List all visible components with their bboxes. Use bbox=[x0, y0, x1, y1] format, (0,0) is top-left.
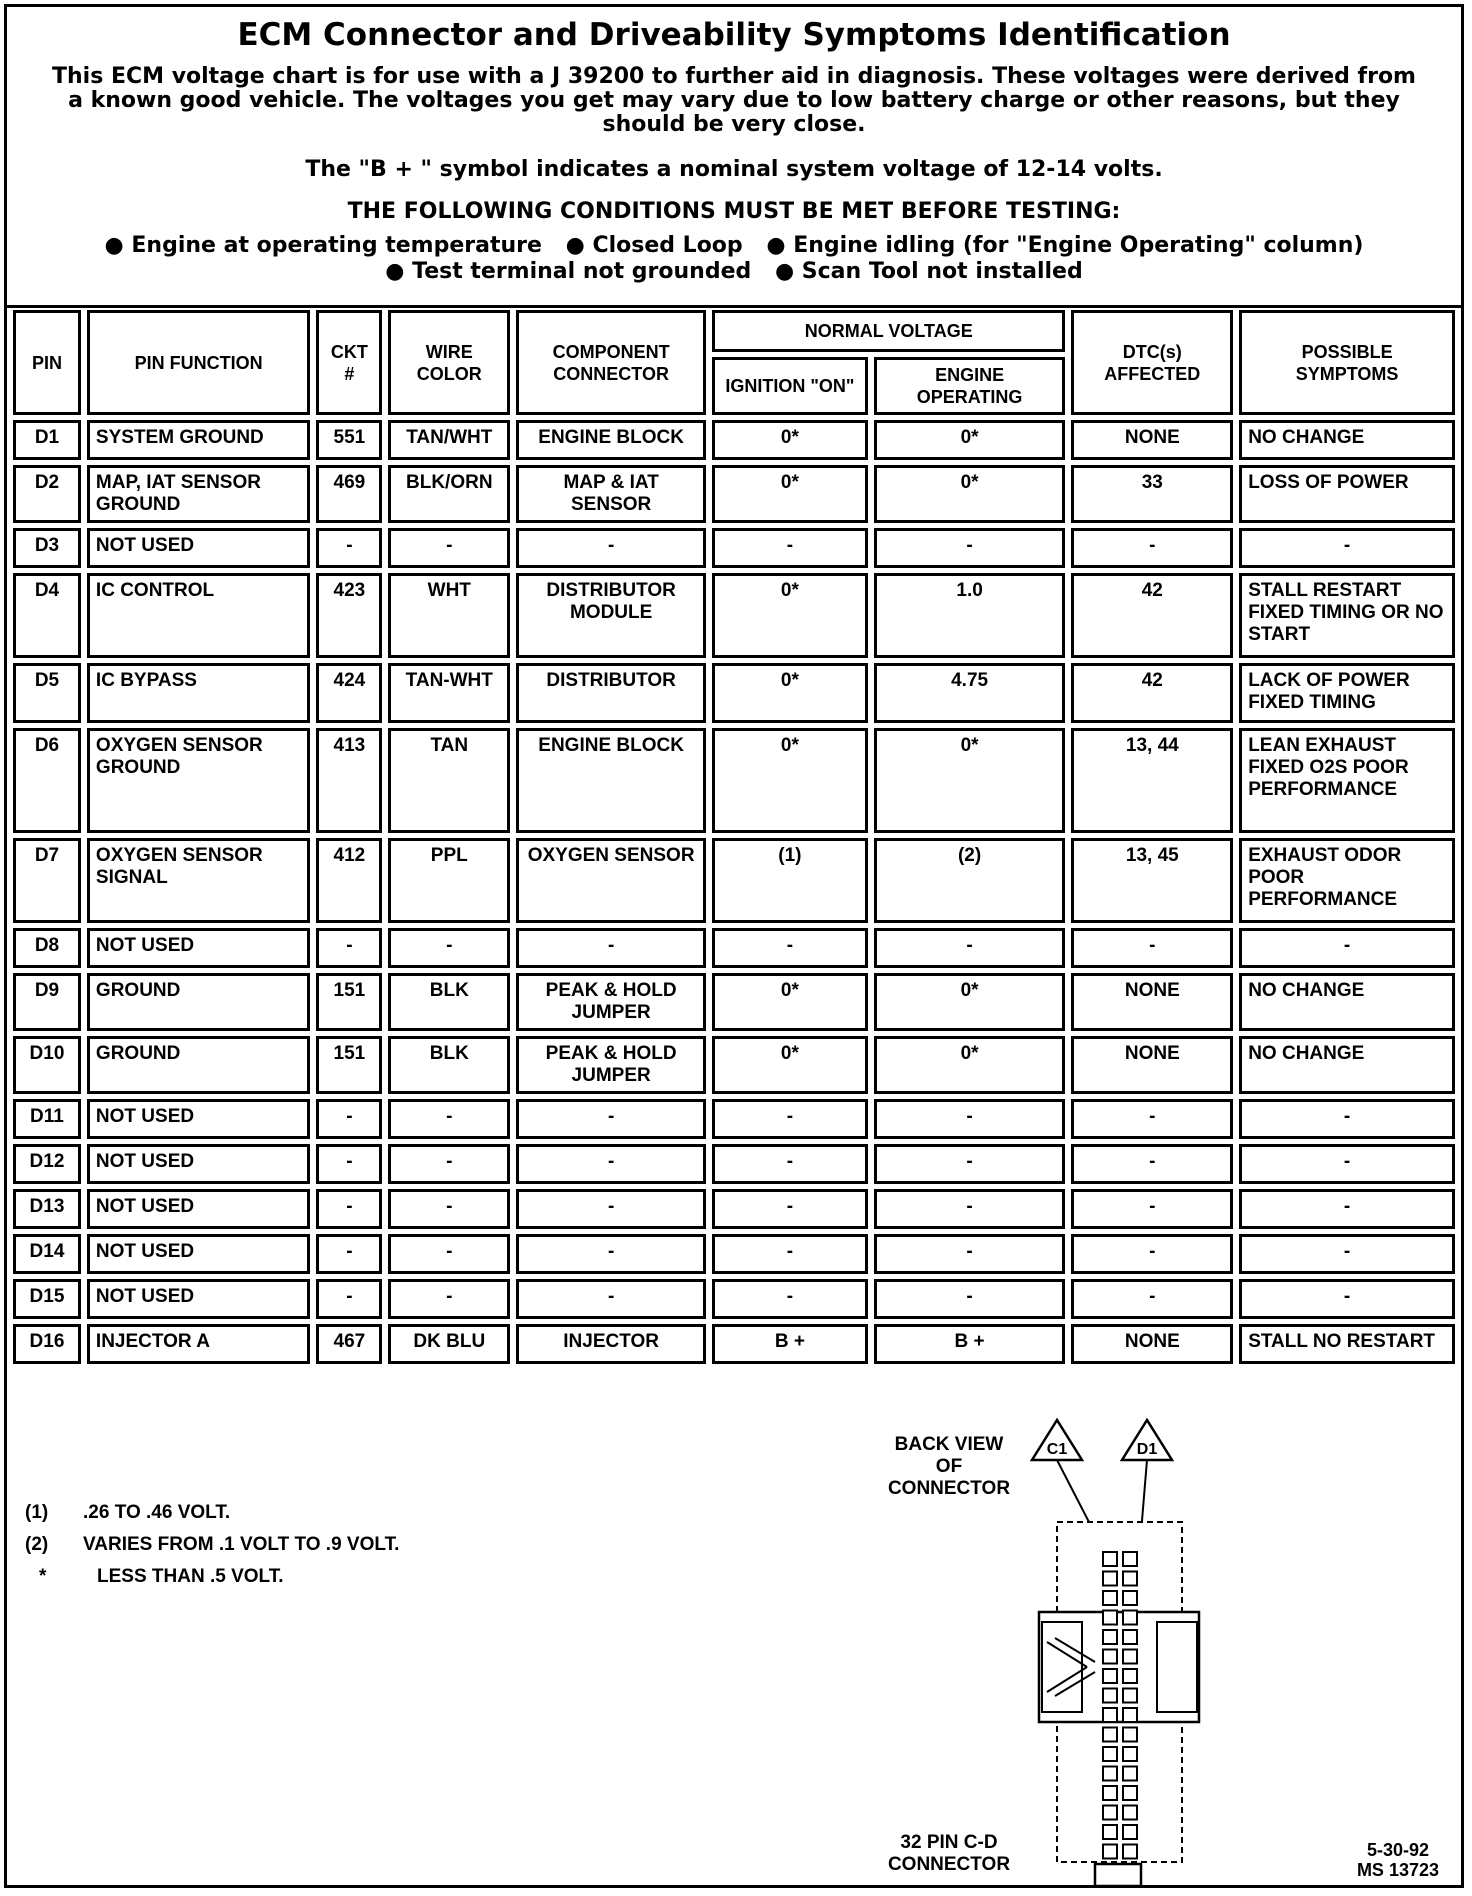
row-engine-operating: 0* bbox=[874, 1036, 1066, 1094]
row-component: - bbox=[516, 1144, 706, 1184]
row-pin: D7 bbox=[13, 838, 81, 923]
row-dtc: NONE bbox=[1071, 420, 1233, 460]
row-function: NOT USED bbox=[87, 1099, 310, 1139]
row-dtc: 13, 45 bbox=[1071, 838, 1233, 923]
row-wire-color: TAN/WHT bbox=[388, 420, 510, 460]
footnote-text: .26 TO .46 VOLT. bbox=[83, 1502, 231, 1523]
connector-pin bbox=[1123, 1728, 1137, 1742]
row-pin: D2 bbox=[13, 465, 81, 523]
table-row bbox=[13, 973, 1455, 1031]
table-row bbox=[13, 1189, 1455, 1229]
connector-latch-right bbox=[1157, 1622, 1197, 1712]
row-wire-color: - bbox=[388, 1234, 510, 1274]
row-function: GROUND bbox=[87, 973, 310, 1031]
connector-pin bbox=[1123, 1611, 1137, 1625]
row-ignition-on: 0* bbox=[712, 420, 868, 460]
row-wire-color: - bbox=[388, 1279, 510, 1319]
connector-pin bbox=[1103, 1669, 1117, 1683]
row-symptoms: - bbox=[1239, 1189, 1455, 1229]
row-ckt: 551 bbox=[316, 420, 382, 460]
conditions-heading: THE FOLLOWING CONDITIONS MUST BE MET BEFORE TESTING: bbox=[347, 199, 1121, 224]
footnote bbox=[25, 1534, 399, 1556]
connector-pin bbox=[1123, 1572, 1137, 1586]
table-row bbox=[13, 420, 1455, 460]
row-ignition-on: 0* bbox=[712, 973, 868, 1031]
condition-item: ● Engine idling (for "Engine Operating" column) bbox=[766, 233, 1364, 258]
row-dtc: NONE bbox=[1071, 1036, 1233, 1094]
row-ckt: 424 bbox=[316, 663, 382, 723]
row-component: DISTRIBUTOR MODULE bbox=[516, 573, 706, 658]
table-row bbox=[13, 465, 1455, 523]
connector-label: 32 PIN C-D CONNECTOR bbox=[887, 1832, 1011, 1875]
connector-pin bbox=[1123, 1669, 1137, 1683]
table-body bbox=[13, 420, 1455, 1364]
row-component: PEAK & HOLD JUMPER bbox=[516, 973, 706, 1031]
row-wire-color: TAN bbox=[388, 728, 510, 833]
row-function: IC BYPASS bbox=[87, 663, 310, 723]
row-ckt: - bbox=[316, 928, 382, 968]
connector-pin bbox=[1123, 1650, 1137, 1664]
connector-pin bbox=[1103, 1825, 1117, 1839]
row-engine-operating: - bbox=[874, 528, 1066, 568]
connector-pin bbox=[1123, 1630, 1137, 1644]
row-symptoms: LACK OF POWER FIXED TIMING bbox=[1239, 663, 1455, 723]
row-dtc: - bbox=[1071, 1234, 1233, 1274]
row-pin: D13 bbox=[13, 1189, 81, 1229]
row-ignition-on: 0* bbox=[712, 1036, 868, 1094]
row-ckt: 469 bbox=[316, 465, 382, 523]
header-pin-function: PIN FUNCTION bbox=[87, 310, 310, 415]
row-ckt: 423 bbox=[316, 573, 382, 658]
row-function: NOT USED bbox=[87, 928, 310, 968]
row-pin: D9 bbox=[13, 973, 81, 1031]
row-function: OXYGEN SENSOR GROUND bbox=[87, 728, 310, 833]
row-ckt: 151 bbox=[316, 1036, 382, 1094]
document-header bbox=[7, 7, 1461, 308]
footnote bbox=[25, 1502, 399, 1524]
row-engine-operating: - bbox=[874, 1189, 1066, 1229]
row-symptoms: NO CHANGE bbox=[1239, 1036, 1455, 1094]
table-row bbox=[13, 573, 1455, 658]
header-ckt: CKT # bbox=[316, 310, 382, 415]
row-engine-operating: - bbox=[874, 928, 1066, 968]
row-ignition-on: - bbox=[712, 1099, 868, 1139]
row-symptoms: LEAN EXHAUST FIXED O2S POOR PERFORMANCE bbox=[1239, 728, 1455, 833]
row-engine-operating: 1.0 bbox=[874, 573, 1066, 658]
table-row bbox=[13, 838, 1455, 923]
row-symptoms: NO CHANGE bbox=[1239, 973, 1455, 1031]
footer-date: 5-30-92 bbox=[1366, 1840, 1429, 1860]
row-wire-color: - bbox=[388, 1099, 510, 1139]
row-pin: D10 bbox=[13, 1036, 81, 1094]
footnotes bbox=[25, 1502, 399, 1598]
row-wire-color: BLK bbox=[388, 1036, 510, 1094]
row-component: - bbox=[516, 1234, 706, 1274]
row-symptoms: EXHAUST ODOR POOR PERFORMANCE bbox=[1239, 838, 1455, 923]
c1-marker-label: C1 bbox=[1046, 1441, 1068, 1458]
row-wire-color: - bbox=[388, 1189, 510, 1229]
row-symptoms: - bbox=[1239, 1279, 1455, 1319]
connector-pin bbox=[1123, 1806, 1137, 1820]
row-engine-operating: B + bbox=[874, 1324, 1066, 1364]
row-engine-operating: 0* bbox=[874, 420, 1066, 460]
row-ckt: 467 bbox=[316, 1324, 382, 1364]
condition-item: ● Test terminal not grounded bbox=[385, 259, 752, 284]
row-pin: D6 bbox=[13, 728, 81, 833]
d1-marker-label: D1 bbox=[1136, 1441, 1158, 1458]
header-engine-operating: ENGINE OPERATING bbox=[874, 357, 1066, 415]
row-symptoms: STALL NO RESTART bbox=[1239, 1324, 1455, 1364]
table-row bbox=[13, 1036, 1455, 1094]
row-symptoms: NO CHANGE bbox=[1239, 420, 1455, 460]
connector-pin bbox=[1123, 1708, 1137, 1722]
table-row bbox=[13, 528, 1455, 568]
connector-pin bbox=[1123, 1845, 1137, 1859]
table-row bbox=[13, 1279, 1455, 1319]
connector-pin bbox=[1103, 1708, 1117, 1722]
row-ignition-on: - bbox=[712, 1144, 868, 1184]
back-view-label: BACK VIEW OF CONNECTOR bbox=[887, 1434, 1011, 1499]
row-component: MAP & IAT SENSOR bbox=[516, 465, 706, 523]
row-pin: D16 bbox=[13, 1324, 81, 1364]
connector-pin bbox=[1103, 1747, 1117, 1761]
connector-diagram bbox=[877, 1412, 1317, 1890]
intro-paragraph: This ECM voltage chart is for use with a J 39200 to further aid in diagnosis. These voltages were derived from a known good vehicle. The voltages you get may vary due to low battery charge or other reasons, but they should be very close. bbox=[52, 64, 1416, 137]
row-symptoms: LOSS OF POWER bbox=[1239, 465, 1455, 523]
header-wire-color: WIRE COLOR bbox=[388, 310, 510, 415]
connector-pin bbox=[1103, 1767, 1117, 1781]
table-row bbox=[13, 1324, 1455, 1364]
footnote-text: LESS THAN .5 VOLT. bbox=[97, 1566, 284, 1587]
table-row bbox=[13, 663, 1455, 723]
connector-base bbox=[1095, 1864, 1141, 1886]
row-ignition-on: - bbox=[712, 1189, 868, 1229]
footnote bbox=[25, 1566, 399, 1588]
row-ignition-on: (1) bbox=[712, 838, 868, 923]
row-symptoms: STALL RESTART FIXED TIMING OR NO START bbox=[1239, 573, 1455, 658]
row-wire-color: PPL bbox=[388, 838, 510, 923]
row-ckt: 412 bbox=[316, 838, 382, 923]
row-engine-operating: - bbox=[874, 1099, 1066, 1139]
footnote-key: (1) bbox=[25, 1502, 49, 1523]
row-ckt: - bbox=[316, 1189, 382, 1229]
connector-pin bbox=[1123, 1747, 1137, 1761]
row-pin: D5 bbox=[13, 663, 81, 723]
row-wire-color: - bbox=[388, 528, 510, 568]
row-dtc: 33 bbox=[1071, 465, 1233, 523]
header-dtc-affected: DTC(s) AFFECTED bbox=[1071, 310, 1233, 415]
row-engine-operating: 0* bbox=[874, 465, 1066, 523]
row-wire-color: WHT bbox=[388, 573, 510, 658]
row-component: - bbox=[516, 528, 706, 568]
footnote-text: VARIES FROM .1 VOLT TO .9 VOLT. bbox=[83, 1534, 400, 1555]
document-footer bbox=[1357, 1840, 1439, 1880]
row-function: OXYGEN SENSOR SIGNAL bbox=[87, 838, 310, 923]
header-possible-symptoms: POSSIBLE SYMPTOMS bbox=[1239, 310, 1455, 415]
row-dtc: NONE bbox=[1071, 1324, 1233, 1364]
row-wire-color: BLK/ORN bbox=[388, 465, 510, 523]
connector-pin bbox=[1103, 1591, 1117, 1605]
row-dtc: - bbox=[1071, 928, 1233, 968]
row-ignition-on: - bbox=[712, 1234, 868, 1274]
row-dtc: 42 bbox=[1071, 663, 1233, 723]
row-ckt: - bbox=[316, 1279, 382, 1319]
row-engine-operating: 4.75 bbox=[874, 663, 1066, 723]
row-pin: D11 bbox=[13, 1099, 81, 1139]
footnote-key: (2) bbox=[25, 1534, 49, 1555]
row-component: PEAK & HOLD JUMPER bbox=[516, 1036, 706, 1094]
row-ignition-on: - bbox=[712, 1279, 868, 1319]
row-pin: D15 bbox=[13, 1279, 81, 1319]
row-ignition-on: 0* bbox=[712, 728, 868, 833]
connector-pin bbox=[1103, 1630, 1117, 1644]
document-title: ECM Connector and Driveability Symptoms Identification bbox=[237, 17, 1231, 53]
row-wire-color: BLK bbox=[388, 973, 510, 1031]
row-function: INJECTOR A bbox=[87, 1324, 310, 1364]
row-ignition-on: 0* bbox=[712, 573, 868, 658]
row-dtc: - bbox=[1071, 1279, 1233, 1319]
header-pin: PIN bbox=[13, 310, 81, 415]
connector-pin bbox=[1123, 1689, 1137, 1703]
bplus-note: The "B + " symbol indicates a nominal system voltage of 12-14 volts. bbox=[305, 157, 1163, 182]
row-dtc: NONE bbox=[1071, 973, 1233, 1031]
row-function: GROUND bbox=[87, 1036, 310, 1094]
row-component: - bbox=[516, 1189, 706, 1229]
row-engine-operating: - bbox=[874, 1234, 1066, 1274]
row-engine-operating: - bbox=[874, 1144, 1066, 1184]
row-wire-color: DK BLU bbox=[388, 1324, 510, 1364]
footer-code: MS 13723 bbox=[1356, 1860, 1439, 1880]
connector-pin bbox=[1123, 1552, 1137, 1566]
table-row bbox=[13, 728, 1455, 833]
row-dtc: 42 bbox=[1071, 573, 1233, 658]
row-function: NOT USED bbox=[87, 528, 310, 568]
row-pin: D1 bbox=[13, 420, 81, 460]
row-ignition-on: - bbox=[712, 528, 868, 568]
row-component: - bbox=[516, 928, 706, 968]
row-function: IC CONTROL bbox=[87, 573, 310, 658]
row-component: INJECTOR bbox=[516, 1324, 706, 1364]
row-function: SYSTEM GROUND bbox=[87, 420, 310, 460]
connector-drawing bbox=[877, 1412, 1317, 1890]
row-function: MAP, IAT SENSOR GROUND bbox=[87, 465, 310, 523]
row-wire-color: - bbox=[388, 1144, 510, 1184]
footnote-key: * bbox=[39, 1566, 47, 1587]
row-ckt: - bbox=[316, 1099, 382, 1139]
row-component: ENGINE BLOCK bbox=[516, 728, 706, 833]
row-symptoms: - bbox=[1239, 1234, 1455, 1274]
row-pin: D3 bbox=[13, 528, 81, 568]
row-function: NOT USED bbox=[87, 1189, 310, 1229]
row-ignition-on: 0* bbox=[712, 465, 868, 523]
connector-pin bbox=[1123, 1825, 1137, 1839]
connector-latch-left bbox=[1042, 1622, 1082, 1712]
row-function: NOT USED bbox=[87, 1279, 310, 1319]
connector-pin bbox=[1123, 1767, 1137, 1781]
row-ckt: - bbox=[316, 1144, 382, 1184]
row-function: NOT USED bbox=[87, 1144, 310, 1184]
row-pin: D12 bbox=[13, 1144, 81, 1184]
connector-pin bbox=[1103, 1786, 1117, 1800]
row-component: DISTRIBUTOR bbox=[516, 663, 706, 723]
row-symptoms: - bbox=[1239, 528, 1455, 568]
row-dtc: - bbox=[1071, 528, 1233, 568]
header-component-connector: COMPONENT CONNECTOR bbox=[516, 310, 706, 415]
row-dtc: - bbox=[1071, 1144, 1233, 1184]
connector-pin bbox=[1123, 1786, 1137, 1800]
connector-pin bbox=[1103, 1552, 1117, 1566]
row-engine-operating: - bbox=[874, 1279, 1066, 1319]
ecm-document bbox=[4, 4, 1464, 1888]
row-symptoms: - bbox=[1239, 1144, 1455, 1184]
row-wire-color: TAN-WHT bbox=[388, 663, 510, 723]
row-symptoms: - bbox=[1239, 928, 1455, 968]
header-ignition-on: IGNITION "ON" bbox=[712, 357, 868, 415]
connector-pin bbox=[1123, 1591, 1137, 1605]
row-dtc: - bbox=[1071, 1099, 1233, 1139]
row-ckt: 151 bbox=[316, 973, 382, 1031]
row-component: ENGINE BLOCK bbox=[516, 420, 706, 460]
row-ignition-on: B + bbox=[712, 1324, 868, 1364]
row-engine-operating: 0* bbox=[874, 728, 1066, 833]
row-ckt: 413 bbox=[316, 728, 382, 833]
condition-item: ● Scan Tool not installed bbox=[774, 259, 1083, 284]
row-component: - bbox=[516, 1099, 706, 1139]
header-normal-voltage: NORMAL VOLTAGE bbox=[712, 310, 1065, 352]
row-ignition-on: 0* bbox=[712, 663, 868, 723]
voltage-table bbox=[7, 305, 1461, 1369]
row-ignition-on: - bbox=[712, 928, 868, 968]
row-engine-operating: 0* bbox=[874, 973, 1066, 1031]
connector-pin bbox=[1103, 1689, 1117, 1703]
row-function: NOT USED bbox=[87, 1234, 310, 1274]
table-row bbox=[13, 1144, 1455, 1184]
connector-pin bbox=[1103, 1806, 1117, 1820]
row-pin: D4 bbox=[13, 573, 81, 658]
row-ckt: - bbox=[316, 528, 382, 568]
connector-pin bbox=[1103, 1572, 1117, 1586]
row-component: OXYGEN SENSOR bbox=[516, 838, 706, 923]
connector-pin bbox=[1103, 1728, 1117, 1742]
row-pin: D8 bbox=[13, 928, 81, 968]
connector-pin bbox=[1103, 1650, 1117, 1664]
row-dtc: - bbox=[1071, 1189, 1233, 1229]
row-wire-color: - bbox=[388, 928, 510, 968]
connector-pin bbox=[1103, 1611, 1117, 1625]
row-ckt: - bbox=[316, 1234, 382, 1274]
conditions-line-1 bbox=[7, 233, 1461, 258]
table-row bbox=[13, 928, 1455, 968]
row-dtc: 13, 44 bbox=[1071, 728, 1233, 833]
row-engine-operating: (2) bbox=[874, 838, 1066, 923]
condition-item: ● Engine at operating temperature bbox=[104, 233, 542, 258]
connector-pin bbox=[1103, 1845, 1117, 1859]
conditions-line-2 bbox=[7, 259, 1461, 284]
row-symptoms: - bbox=[1239, 1099, 1455, 1139]
row-pin: D14 bbox=[13, 1234, 81, 1274]
table-row bbox=[13, 1099, 1455, 1139]
table-row bbox=[13, 1234, 1455, 1274]
condition-item: ● Closed Loop bbox=[565, 233, 743, 258]
row-component: - bbox=[516, 1279, 706, 1319]
